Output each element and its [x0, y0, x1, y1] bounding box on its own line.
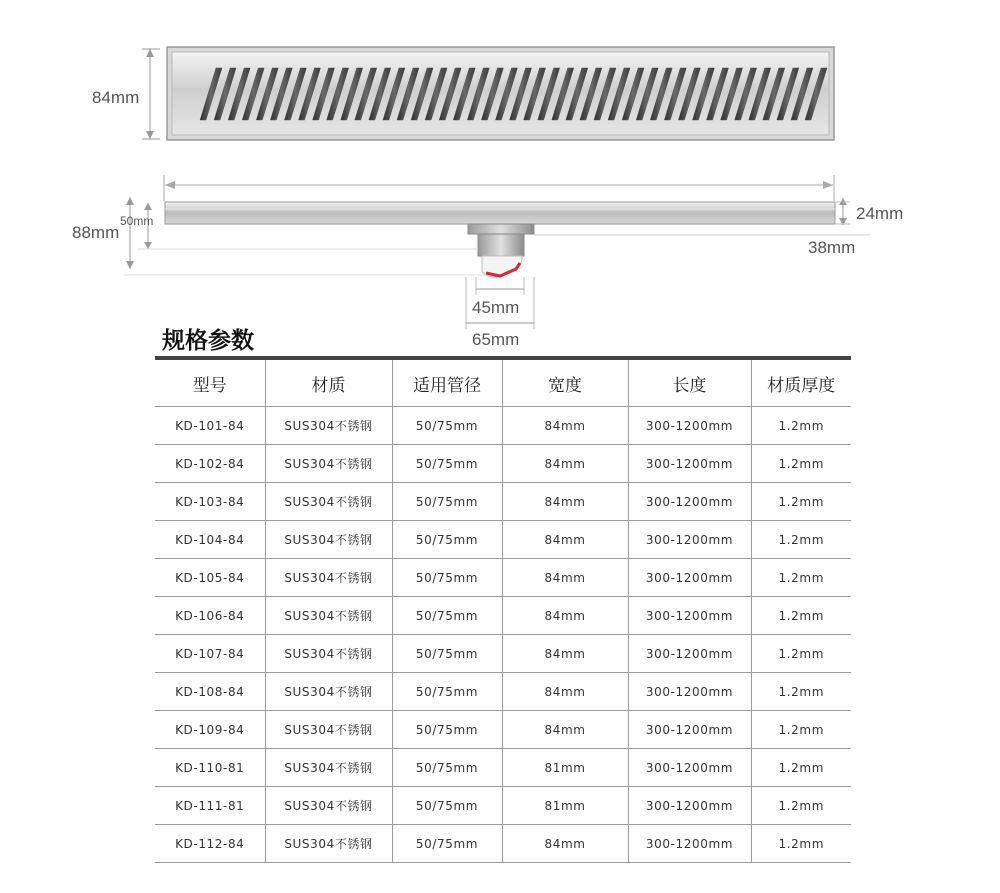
table-row — [155, 635, 851, 673]
drain-top-view — [0, 0, 1000, 160]
cell-material: SUS304不锈钢 — [265, 483, 392, 521]
cell-length: 300-1200mm — [628, 787, 751, 825]
cell-length: 300-1200mm — [628, 597, 751, 635]
cell-length: 300-1200mm — [628, 521, 751, 559]
header-length: 长度 — [628, 360, 751, 407]
cell-width: 84mm — [502, 521, 628, 559]
table-row — [155, 597, 851, 635]
cell-model: KD-103-84 — [155, 483, 265, 521]
header-width: 宽度 — [502, 360, 628, 407]
table-row — [155, 711, 851, 749]
spec-table — [155, 360, 851, 863]
cell-pipe-diameter: 50/75mm — [392, 559, 502, 597]
cell-length: 300-1200mm — [628, 559, 751, 597]
cell-pipe-diameter: 50/75mm — [392, 825, 502, 863]
cell-length: 300-1200mm — [628, 749, 751, 787]
cell-model: KD-101-84 — [155, 407, 265, 445]
cell-model: KD-106-84 — [155, 597, 265, 635]
spec-title: 规格参数 — [162, 328, 254, 354]
cell-length: 300-1200mm — [628, 635, 751, 673]
table-row — [155, 749, 851, 787]
cell-width: 84mm — [502, 483, 628, 521]
cell-model: KD-112-84 — [155, 825, 265, 863]
cell-material: SUS304不锈钢 — [265, 749, 392, 787]
cell-material: SUS304不锈钢 — [265, 787, 392, 825]
table-row — [155, 825, 851, 863]
cell-width: 84mm — [502, 597, 628, 635]
cell-pipe-diameter: 50/75mm — [392, 635, 502, 673]
cell-model: KD-110-81 — [155, 749, 265, 787]
cell-pipe-diameter: 50/75mm — [392, 749, 502, 787]
cell-thickness: 1.2mm — [751, 445, 851, 483]
cell-material: SUS304不锈钢 — [265, 711, 392, 749]
dimension-outlet-inner-label: 45mm — [472, 298, 520, 317]
cell-model: KD-104-84 — [155, 521, 265, 559]
cell-width: 84mm — [502, 825, 628, 863]
cell-model: KD-105-84 — [155, 559, 265, 597]
header-pipe-diameter: 适用管径 — [392, 360, 502, 407]
cell-width: 84mm — [502, 407, 628, 445]
table-row — [155, 483, 851, 521]
cell-material: SUS304不锈钢 — [265, 407, 392, 445]
cell-thickness: 1.2mm — [751, 673, 851, 711]
cell-pipe-diameter: 50/75mm — [392, 445, 502, 483]
cell-width: 84mm — [502, 635, 628, 673]
cell-pipe-diameter: 50/75mm — [392, 483, 502, 521]
cell-thickness: 1.2mm — [751, 521, 851, 559]
cell-width: 81mm — [502, 749, 628, 787]
cell-thickness: 1.2mm — [751, 407, 851, 445]
cell-pipe-diameter: 50/75mm — [392, 787, 502, 825]
dimension-thickness-label: 24mm — [856, 204, 904, 223]
cell-pipe-diameter: 50/75mm — [392, 711, 502, 749]
cell-model: KD-108-84 — [155, 673, 265, 711]
cell-model: KD-102-84 — [155, 445, 265, 483]
dimension-outlet-outer-label: 65mm — [472, 330, 520, 349]
cell-thickness: 1.2mm — [751, 483, 851, 521]
cell-thickness: 1.2mm — [751, 597, 851, 635]
cell-length: 300-1200mm — [628, 445, 751, 483]
cell-length: 300-1200mm — [628, 407, 751, 445]
cell-material: SUS304不锈钢 — [265, 825, 392, 863]
dimension-inner-height-label: 50mm — [120, 214, 154, 228]
cell-thickness: 1.2mm — [751, 825, 851, 863]
cell-thickness: 1.2mm — [751, 749, 851, 787]
table-row — [155, 787, 851, 825]
cell-material: SUS304不锈钢 — [265, 673, 392, 711]
dimension-width-label: 84mm — [92, 88, 140, 107]
cell-width: 84mm — [502, 559, 628, 597]
cell-thickness: 1.2mm — [751, 787, 851, 825]
header-thickness: 材质厚度 — [751, 360, 851, 407]
cell-pipe-diameter: 50/75mm — [392, 521, 502, 559]
cell-width: 84mm — [502, 673, 628, 711]
cell-model: KD-109-84 — [155, 711, 265, 749]
cell-material: SUS304不锈钢 — [265, 635, 392, 673]
cell-material: SUS304不锈钢 — [265, 445, 392, 483]
cell-length: 300-1200mm — [628, 673, 751, 711]
spec-header-row — [155, 360, 851, 407]
table-row — [155, 559, 851, 597]
dimension-depth-label: 38mm — [808, 238, 856, 257]
dimension-total-height-label: 88mm — [72, 223, 120, 242]
cell-pipe-diameter: 50/75mm — [392, 407, 502, 445]
cell-width: 84mm — [502, 445, 628, 483]
header-material: 材质 — [265, 360, 392, 407]
cell-model: KD-111-81 — [155, 787, 265, 825]
cell-thickness: 1.2mm — [751, 635, 851, 673]
cell-pipe-diameter: 50/75mm — [392, 673, 502, 711]
table-row — [155, 673, 851, 711]
cell-thickness: 1.2mm — [751, 711, 851, 749]
cell-width: 81mm — [502, 787, 628, 825]
cell-material: SUS304不锈钢 — [265, 597, 392, 635]
cell-length: 300-1200mm — [628, 483, 751, 521]
cell-thickness: 1.2mm — [751, 559, 851, 597]
table-row — [155, 521, 851, 559]
table-row — [155, 407, 851, 445]
cell-material: SUS304不锈钢 — [265, 559, 392, 597]
cell-pipe-diameter: 50/75mm — [392, 597, 502, 635]
cell-model: KD-107-84 — [155, 635, 265, 673]
cell-width: 84mm — [502, 711, 628, 749]
header-model: 型号 — [155, 360, 265, 407]
cell-material: SUS304不锈钢 — [265, 521, 392, 559]
cell-length: 300-1200mm — [628, 825, 751, 863]
table-row — [155, 445, 851, 483]
cell-length: 300-1200mm — [628, 711, 751, 749]
